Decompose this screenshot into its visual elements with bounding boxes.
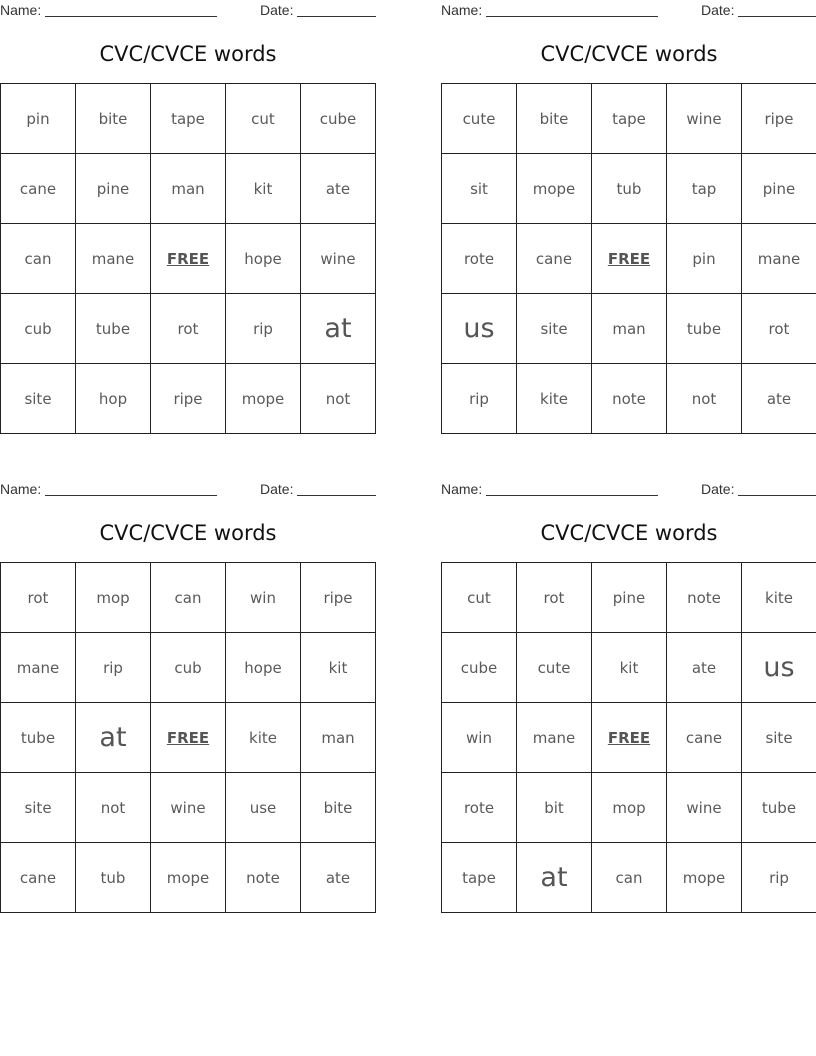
bingo-cell: win	[226, 563, 301, 633]
date-blank-line	[738, 16, 816, 17]
bingo-cell: mop	[76, 563, 151, 633]
bingo-cell: mope	[667, 843, 742, 913]
bingo-cell: man	[592, 294, 667, 364]
bingo-cell: tub	[76, 843, 151, 913]
bingo-grid	[0, 562, 376, 913]
bingo-cell: can	[592, 843, 667, 913]
bingo-cell: us	[442, 294, 517, 364]
date-label: Date:	[260, 2, 294, 18]
bingo-row	[1, 364, 376, 434]
bingo-row	[442, 703, 816, 773]
bingo-cell: rip	[442, 364, 517, 434]
bingo-row	[442, 224, 816, 294]
card-title: CVC/CVCE words	[99, 521, 277, 545]
bingo-cell: pin	[667, 224, 742, 294]
bingo-cell: ate	[301, 843, 376, 913]
bingo-cell: at	[301, 294, 376, 364]
bingo-cell: rote	[442, 224, 517, 294]
bingo-cell: tube	[76, 294, 151, 364]
card-header	[0, 2, 376, 20]
bingo-cell: at	[76, 703, 151, 773]
bingo-grid	[441, 562, 816, 913]
bingo-cell: kite	[742, 563, 816, 633]
bingo-cell: rote	[442, 773, 517, 843]
bingo-cell: not	[667, 364, 742, 434]
bingo-cell: cute	[517, 633, 592, 703]
bingo-cell: tube	[742, 773, 816, 843]
bingo-cell: wine	[667, 84, 742, 154]
card-title: CVC/CVCE words	[540, 42, 718, 66]
bingo-cell: pine	[592, 563, 667, 633]
bingo-cell: mane	[76, 224, 151, 294]
bingo-row	[442, 84, 816, 154]
bingo-cell: rot	[1, 563, 76, 633]
bingo-cell: tube	[1, 703, 76, 773]
bingo-cell: rip	[742, 843, 816, 913]
free-space: FREE	[592, 224, 667, 294]
bingo-cell: mane	[742, 224, 816, 294]
bingo-row	[1, 563, 376, 633]
bingo-cell: mane	[517, 703, 592, 773]
bingo-cell: man	[151, 154, 226, 224]
bingo-cell: bit	[517, 773, 592, 843]
bingo-row	[1, 154, 376, 224]
bingo-cell: win	[442, 703, 517, 773]
bingo-grid	[441, 83, 816, 434]
bingo-cell: pine	[742, 154, 816, 224]
bingo-card	[441, 0, 816, 440]
date-label: Date:	[701, 481, 735, 497]
bingo-row	[442, 843, 816, 913]
bingo-card	[0, 0, 376, 440]
bingo-cell: not	[301, 364, 376, 434]
free-space: FREE	[151, 224, 226, 294]
bingo-cell: kit	[592, 633, 667, 703]
bingo-card	[0, 479, 376, 919]
bingo-cell: rip	[226, 294, 301, 364]
bingo-cell: wine	[667, 773, 742, 843]
bingo-row	[1, 224, 376, 294]
bingo-row	[442, 563, 816, 633]
bingo-cell: sit	[442, 154, 517, 224]
date-blank-line	[738, 495, 816, 496]
bingo-cell: ate	[667, 633, 742, 703]
card-header	[441, 481, 816, 499]
bingo-cell: kit	[226, 154, 301, 224]
bingo-cell: site	[517, 294, 592, 364]
bingo-cell: cube	[442, 633, 517, 703]
bingo-cell: rip	[76, 633, 151, 703]
bingo-card	[441, 479, 816, 919]
bingo-row	[442, 294, 816, 364]
bingo-cell: site	[1, 364, 76, 434]
bingo-cell: mane	[1, 633, 76, 703]
bingo-cell: us	[742, 633, 816, 703]
name-blank-line	[45, 16, 217, 17]
bingo-cell: rot	[517, 563, 592, 633]
bingo-row	[442, 154, 816, 224]
date-blank-line	[297, 495, 376, 496]
bingo-cell: tape	[442, 843, 517, 913]
bingo-grid	[0, 83, 376, 434]
bingo-cell: cute	[442, 84, 517, 154]
bingo-cell: cut	[442, 563, 517, 633]
bingo-cell: mop	[592, 773, 667, 843]
bingo-row	[1, 294, 376, 364]
bingo-cell: hope	[226, 633, 301, 703]
bingo-cell: rot	[742, 294, 816, 364]
card-title: CVC/CVCE words	[99, 42, 277, 66]
bingo-cell: cube	[301, 84, 376, 154]
bingo-cell: pin	[1, 84, 76, 154]
bingo-cell: ate	[742, 364, 816, 434]
bingo-cell: kit	[301, 633, 376, 703]
bingo-cell: can	[151, 563, 226, 633]
bingo-cell: cub	[1, 294, 76, 364]
name-label: Name:	[0, 481, 42, 497]
card-header	[0, 481, 376, 499]
bingo-cell: mope	[151, 843, 226, 913]
bingo-cell: tape	[592, 84, 667, 154]
free-space: FREE	[151, 703, 226, 773]
date-label: Date:	[260, 481, 294, 497]
bingo-cell: kite	[517, 364, 592, 434]
bingo-cell: use	[226, 773, 301, 843]
bingo-cell: hop	[76, 364, 151, 434]
bingo-cell: tap	[667, 154, 742, 224]
card-title: CVC/CVCE words	[540, 521, 718, 545]
bingo-cell: rot	[151, 294, 226, 364]
bingo-cell: bite	[301, 773, 376, 843]
name-label: Name:	[441, 481, 483, 497]
card-header	[441, 2, 816, 20]
name-blank-line	[486, 16, 658, 17]
name-label: Name:	[0, 2, 42, 18]
bingo-cell: at	[517, 843, 592, 913]
bingo-cell: note	[226, 843, 301, 913]
bingo-cell: ate	[301, 154, 376, 224]
date-blank-line	[297, 16, 376, 17]
bingo-row	[442, 773, 816, 843]
bingo-row	[442, 633, 816, 703]
bingo-cell: tub	[592, 154, 667, 224]
bingo-row	[1, 84, 376, 154]
bingo-row	[442, 364, 816, 434]
bingo-cell: bite	[517, 84, 592, 154]
name-blank-line	[486, 495, 658, 496]
name-label: Name:	[441, 2, 483, 18]
bingo-cell: ripe	[151, 364, 226, 434]
bingo-cell: note	[592, 364, 667, 434]
bingo-cell: tube	[667, 294, 742, 364]
bingo-row	[1, 843, 376, 913]
bingo-cell: hope	[226, 224, 301, 294]
bingo-cell: ripe	[742, 84, 816, 154]
name-blank-line	[45, 495, 217, 496]
bingo-row	[1, 773, 376, 843]
bingo-row	[1, 633, 376, 703]
bingo-cell: site	[742, 703, 816, 773]
bingo-cell: bite	[76, 84, 151, 154]
bingo-cell: wine	[301, 224, 376, 294]
bingo-cell: cane	[667, 703, 742, 773]
bingo-cell: cane	[1, 843, 76, 913]
bingo-row	[1, 703, 376, 773]
bingo-cell: cub	[151, 633, 226, 703]
bingo-cell: cane	[1, 154, 76, 224]
bingo-cell: site	[1, 773, 76, 843]
date-label: Date:	[701, 2, 735, 18]
bingo-cell: cane	[517, 224, 592, 294]
bingo-cell: mope	[517, 154, 592, 224]
bingo-cell: note	[667, 563, 742, 633]
bingo-cell: mope	[226, 364, 301, 434]
bingo-cell: tape	[151, 84, 226, 154]
bingo-cell: can	[1, 224, 76, 294]
free-space: FREE	[592, 703, 667, 773]
bingo-cell: wine	[151, 773, 226, 843]
bingo-cell: not	[76, 773, 151, 843]
bingo-cell: cut	[226, 84, 301, 154]
bingo-cell: kite	[226, 703, 301, 773]
bingo-cell: ripe	[301, 563, 376, 633]
bingo-cell: pine	[76, 154, 151, 224]
bingo-cell: man	[301, 703, 376, 773]
